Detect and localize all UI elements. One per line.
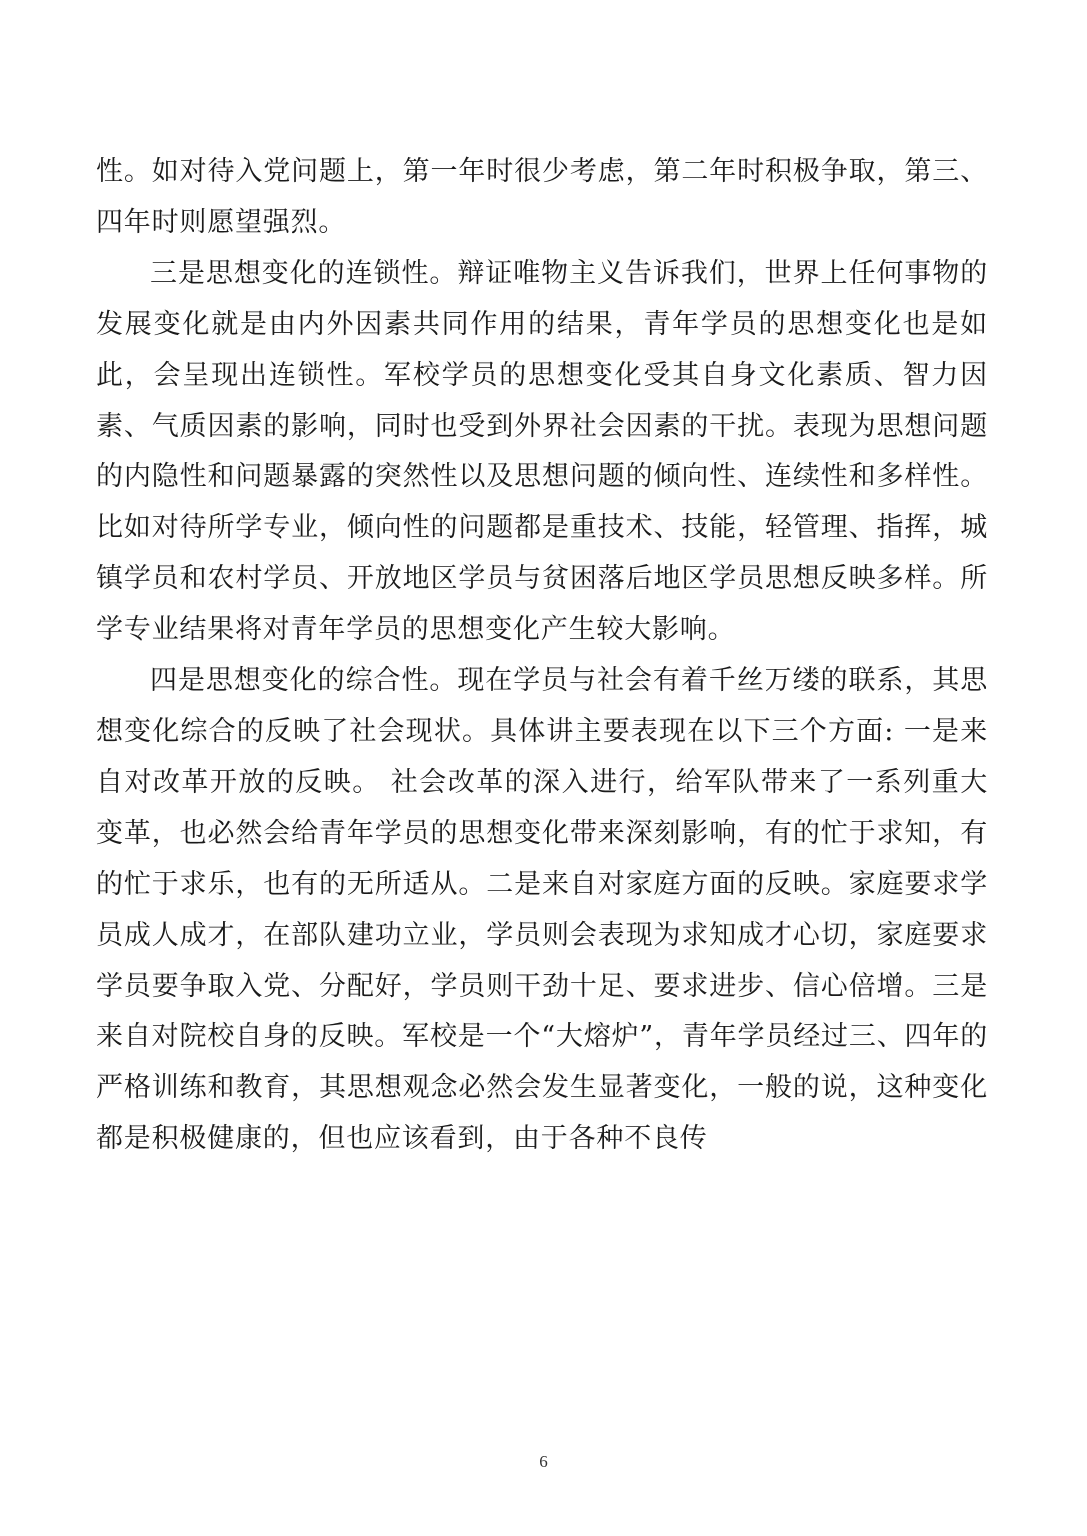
paragraph-continuation: 性。如对待入党问题上，第一年时很少考虑，第二年时积极争取，第三、四年时则愿望强烈。 (96, 156, 988, 238)
paragraph-point-three: 三是思想变化的连锁性。辩证唯物主义告诉我们，世界上任何事物的发展变化就是由内外因素共同作用的结果，青年学员的思想变化也是如此，会呈现出连锁性。军校学员的思想变化受其自身文化素质、智力因素、气质因素的影响，同时也受到外界社会因素的干扰。表现为思想问题的内隐性和问题暴露的突然性以及思想问题的倾向性、连续性和多样性。比如对待所学专业，倾向性的问题都是重技术、技能，轻管理、指挥，城镇学员和农村学员、开放地区学员与贫困落后地区学员思想反映多样。所学专业结果将对青年学员的思想变化产生较大影响。 (96, 257, 988, 646)
page-number: 6 (539, 1452, 548, 1471)
body-text (96, 147, 988, 1165)
paragraph-point-four: 四是思想变化的综合性。现在学员与社会有着千丝万缕的联系，其思想变化综合的反映了社会现状。具体讲主要表现在以下三个方面: 一是来自对改革开放的反映。 社会改革的深入进行，给军队带来了一系列重大变革，也必然会给青年学员的思想变化带来深刻影响，有的忙于求知，有的忙于求乐，也有的无所适从。二是来自对家庭方面的反映。家庭要求学员成人成才，在部队建功立业，学员则会表现为求知成才心切，家庭要求学员要争取入党、分配好，学员则干劲十足、要求进步、信心倍增。三是来自对院校自身的反映。军校是一个“大熔炉”，青年学员经过三、四年的严格训练和教育，其思想观念必然会发生显著变化，一般的说，这种变化都是积极健康的，但也应该看到，由于各种不良传 (96, 665, 988, 1155)
